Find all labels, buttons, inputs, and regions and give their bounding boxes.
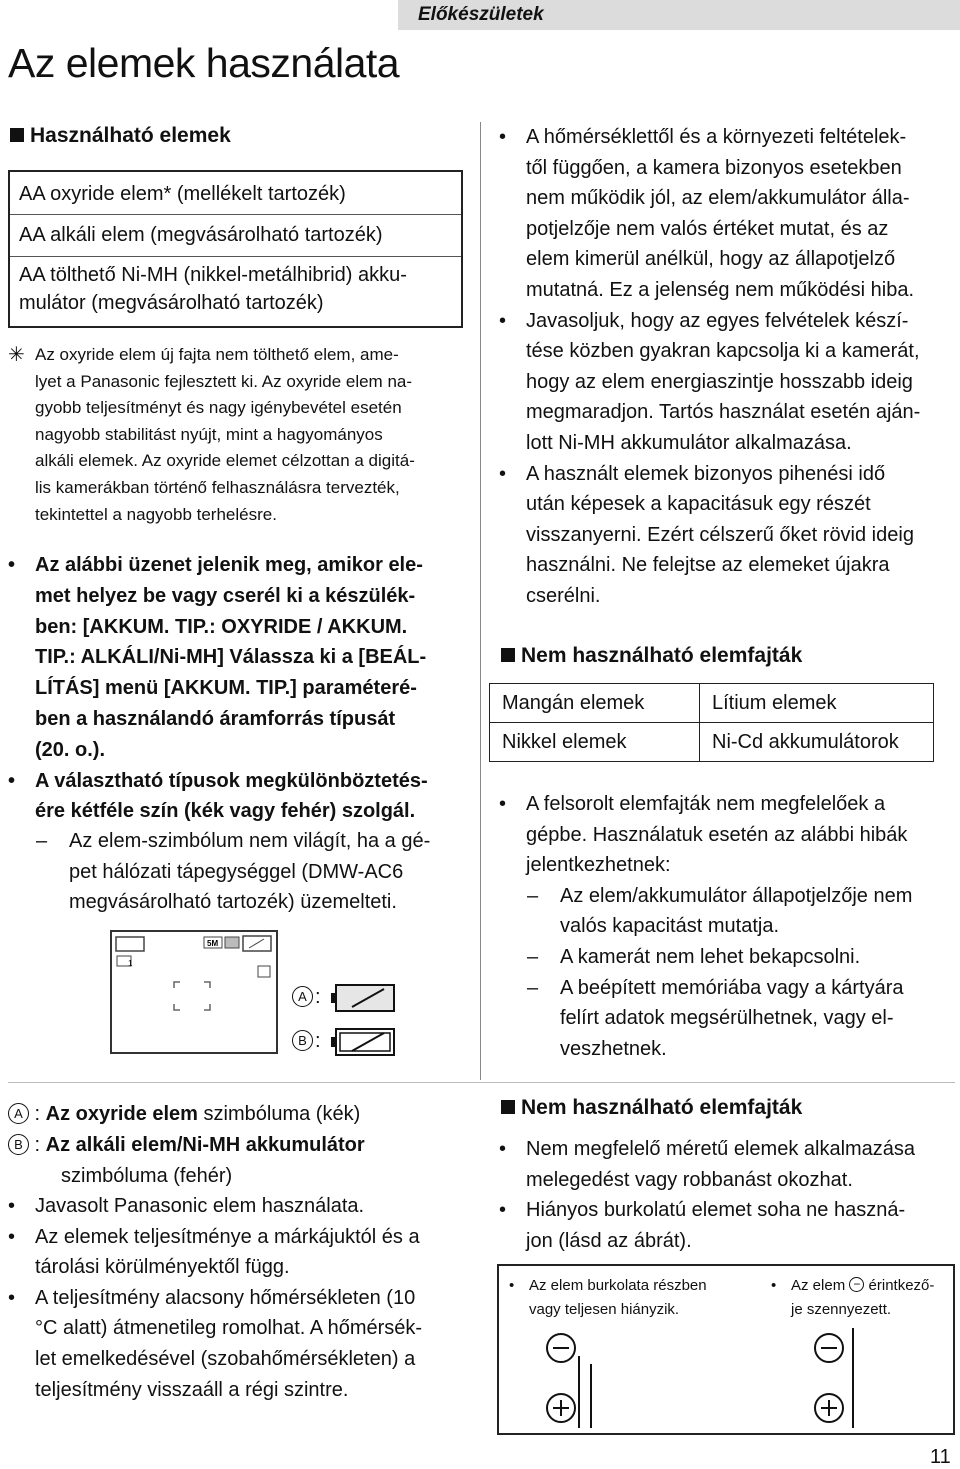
asterisk-icon: ✳ bbox=[8, 344, 25, 366]
box-right-text: • Az elem − érintkező- je szennyezett. bbox=[771, 1277, 935, 1318]
svg-text:5M: 5M bbox=[207, 939, 219, 948]
table-row bbox=[490, 684, 934, 723]
note-text: Az oxyride elem új fajta nem tölthető elem, ame- lyet a Panasonic fejlesztett ki. Az oxyride elem na- gyobb teljesítményt és nagy igénybevétel esetén nagyobb stabilitást nyújt, mint a hagyományos alkáli elemek. Az oxyride elemet célzottan a digitá- lis kamerákban történő felhasználásra tervezték, tekintettel a nagyobb terhelésre. bbox=[35, 345, 415, 524]
badge-b: B bbox=[292, 1030, 313, 1052]
table-cell: Ni-Cd akkumulátorok bbox=[700, 723, 934, 762]
left-bullet-list bbox=[8, 1191, 463, 1405]
oxyride-note bbox=[8, 342, 463, 528]
box-line: AA oxyride elem* (mellékelt tartozék) bbox=[19, 183, 346, 205]
list-item: • A felsorolt elemfajták nem megfelelőek a gépbe. Használatuk esetén az alábbi hibák jelentkezhetnek: bbox=[499, 793, 908, 877]
bullet-icon: • bbox=[8, 554, 16, 576]
badge-a: A bbox=[292, 986, 313, 1008]
legend-b: B : Az alkáli elem/Ni-MH akkumulátor bbox=[8, 1130, 468, 1161]
lcd-screen-icon bbox=[112, 932, 276, 1052]
dirty-terminal-battery-icon bbox=[809, 1328, 869, 1428]
battery-blue-icon bbox=[330, 981, 400, 1020]
colon-a: : bbox=[315, 986, 321, 1008]
list-item: – Az elem-szimbólum nem világít, ha a gé- pet hálózati tápegységgel (DMW-AC6 megvásárolható tartozék) üzemelteti. bbox=[8, 826, 463, 918]
right-bullet-list bbox=[499, 122, 954, 612]
usable-heading: Használható elemek bbox=[10, 124, 231, 148]
table-cell: Lítium elemek bbox=[700, 684, 934, 723]
svg-text:1: 1 bbox=[128, 959, 133, 968]
section-divider bbox=[8, 1082, 955, 1083]
unusable-heading-2: Nem használható elemfajták bbox=[501, 1096, 802, 1120]
damaged-battery-box bbox=[497, 1264, 955, 1435]
unusable-heading: Nem használható elemfajták bbox=[501, 644, 802, 668]
list-item: – Az elem/akkumulátor állapotjelzője nem valós kapacitást mutatja. bbox=[527, 884, 913, 938]
square-bullet-icon bbox=[501, 648, 515, 662]
bold-bullet-list bbox=[8, 550, 463, 827]
box-line: AA tölthető Ni-MH (nikkel-metálhibrid) akku- bbox=[19, 264, 407, 286]
column-divider bbox=[480, 122, 481, 1080]
list-item: – A kamerát nem lehet bekapcsolni. bbox=[527, 945, 861, 968]
section-label: Előkészületek bbox=[418, 4, 544, 25]
table-cell: Nikkel elemek bbox=[490, 723, 700, 762]
list-item: • Hiányos burkolatú elemet soha ne haszná- jon (lásd az ábrát). bbox=[499, 1199, 906, 1252]
list-item: • A teljesítmény alacsony hőmérsékleten (10 °C alatt) átmenetileg romolhat. A hőmérsék- let emelkedésével (szobahőmérsékleten) a teljesítmény visszaáll a régi szintre. bbox=[8, 1286, 423, 1401]
unusable-consequences bbox=[499, 789, 954, 1064]
box-left-text: • Az elem burkolata részben vagy teljesen hiányzik. bbox=[509, 1277, 707, 1318]
legend-a: A : Az oxyride elem szimbóluma (kék) bbox=[8, 1099, 468, 1130]
list-item: • Az elemek teljesítménye a márkájuktól és a tárolási körülményektől függ. bbox=[8, 1225, 420, 1279]
page-title: Az elemek használata bbox=[8, 40, 400, 86]
box-separator bbox=[10, 256, 461, 257]
bullet-icon: • bbox=[8, 769, 16, 792]
unusable2-list bbox=[499, 1134, 954, 1256]
camera-lcd-illustration bbox=[110, 930, 278, 1054]
list-item: • A használt elemek bizonyos pihenési idő után képesek a kapacitásuk egy részét visszanyerni. Ezért célszerű őket rövid ideig használni. Ne felejtse az elemeket újakra cserélni. bbox=[499, 462, 914, 607]
legend bbox=[8, 1099, 468, 1192]
list-item: • A hőmérséklettől és a környezeti feltételek- től függően, a kamera bizonyos esetekben nem működik jól, az elem/akkumulátor álla- potjelzője nem valós értéket mutat, és az elem kimerül anélkül, hogy az állapotjelző mutatná. Ez a jelenség nem működési hiba. bbox=[499, 126, 914, 301]
legend-b-rest: szimbóluma (fehér) bbox=[61, 1165, 233, 1187]
list-item: • A választható típusok megkülönböztetés- ére kétféle szín (kék vagy fehér) szolgál. bbox=[8, 766, 463, 828]
list-item: • Javasolt Panasonic elem használata. bbox=[8, 1195, 365, 1217]
dash-icon: – bbox=[36, 830, 48, 852]
list-item: • Az alábbi üzenet jelenik meg, amikor ele- met helyez be vagy cserél ki a készülék- ben: [AKKUM. TIP.: OXYRIDE / AKKUM. TIP.: ALKÁLI/Ni-MH] Válassza ki a [BEÁL- LÍTÁS] menü [AKKUM. TIP.] paraméteré- ben a használandó áramforrás típusát (20. o.). bbox=[8, 550, 463, 766]
damaged-battery-icon bbox=[539, 1328, 599, 1428]
unusable-table bbox=[489, 683, 934, 762]
page-number: 11 bbox=[930, 1446, 951, 1468]
table-row bbox=[490, 723, 934, 762]
square-bullet-icon bbox=[10, 128, 24, 142]
box-separator bbox=[10, 214, 461, 215]
list-item: • Javasoljuk, hogy az egyes felvételek készí- tése közben gyakran kapcsolja ki a kamerát, hogy az elem energiaszintje hosszabb ideig megmaradjon. Tartós használat esetén aján- lott Ni-MH akkumulátor alkalmazása. bbox=[499, 309, 921, 454]
battery-white-icon bbox=[330, 1025, 400, 1064]
box-line: AA alkáli elem (megvásárolható tartozék) bbox=[19, 224, 383, 246]
dash-note bbox=[8, 826, 463, 918]
usable-batteries-box bbox=[8, 170, 463, 328]
list-item: • Nem megfelelő méretű elemek alkalmazása melegedést vagy robbanást okozhat. bbox=[499, 1138, 916, 1191]
minus-terminal-icon: − bbox=[849, 1277, 864, 1292]
colon-b: : bbox=[315, 1030, 321, 1052]
box-line: mulátor (megvásárolható tartozék) bbox=[19, 292, 324, 314]
table-cell: Mangán elemek bbox=[490, 684, 700, 723]
list-item: – A beépített memóriába vagy a kártyára felírt adatok megsérülhetnek, vagy el- veszhetnek. bbox=[527, 976, 904, 1060]
square-bullet-icon bbox=[501, 1100, 515, 1114]
